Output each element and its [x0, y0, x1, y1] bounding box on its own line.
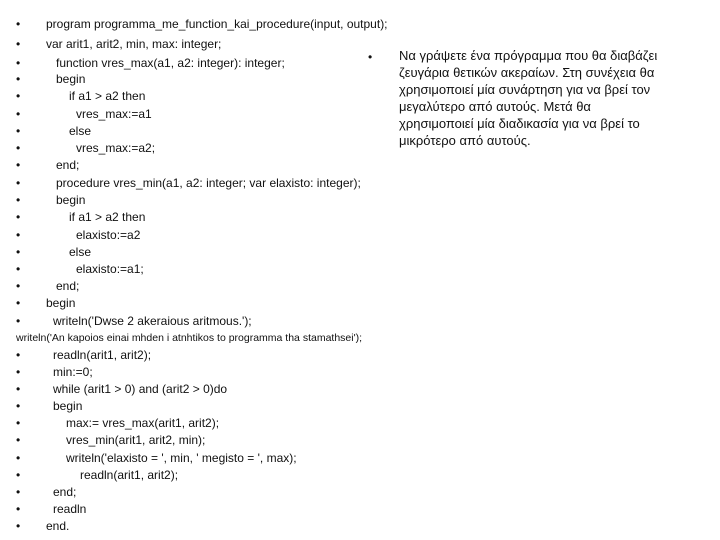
code-text: readln(arit1, arit2);	[80, 468, 179, 482]
bullet: •	[16, 296, 21, 310]
bullet: •	[16, 279, 21, 293]
bullet: •	[16, 245, 21, 259]
bullet: •	[16, 176, 21, 190]
bullet: •	[16, 17, 21, 31]
code-text: begin	[53, 399, 83, 413]
bullet: •	[16, 416, 21, 430]
code-text: function vres_max(a1, a2: integer): integer;	[56, 56, 285, 70]
code-text: var arit1, arit2, min, max: integer;	[46, 37, 222, 51]
code-text: else	[69, 124, 92, 138]
bullet: •	[16, 314, 21, 328]
code-text: while (arit1 > 0) and (arit2 > 0)do	[53, 382, 228, 396]
code-text: writeln('An kapoios einai mhden i atnhtikos to programma tha stamathsei');	[16, 332, 363, 344]
code-text: begin	[46, 296, 76, 310]
code-text: elaxisto:=a2	[76, 228, 141, 242]
bullet: •	[16, 348, 21, 362]
bullet: •	[16, 107, 21, 121]
bullet: •	[16, 72, 21, 86]
bullet: •	[16, 519, 21, 533]
bullet: •	[16, 382, 21, 396]
code-text: end;	[53, 485, 77, 499]
bullet: •	[16, 37, 21, 51]
code-text: writeln('Dwse 2 akeraious aritmous.');	[53, 314, 252, 328]
code-text: end;	[56, 158, 80, 172]
bullet: •	[16, 433, 21, 447]
code-text: end.	[46, 519, 70, 533]
bullet: •	[16, 365, 21, 379]
bullet: •	[16, 89, 21, 103]
code-text: begin	[56, 72, 86, 86]
code-text: end;	[56, 279, 80, 293]
code-text: procedure vres_min(a1, a2: integer; var elaxisto: integer);	[56, 176, 361, 190]
code-text: min:=0;	[53, 365, 93, 379]
code-text: if a1 > a2 then	[69, 89, 146, 103]
bullet: •	[16, 399, 21, 413]
bullet: •	[16, 158, 21, 172]
bullet: •	[368, 50, 373, 64]
code-text: max:= vres_max(arit1, arit2);	[66, 416, 220, 430]
bullet: •	[16, 141, 21, 155]
bullet: •	[16, 210, 21, 224]
code-text: writeln('elaxisto = ', min, ' megisto = ', max);	[66, 451, 297, 465]
code-text: vres_max:=a1	[76, 107, 152, 121]
code-text: vres_max:=a2;	[76, 141, 156, 155]
code-text: vres_min(arit1, arit2, min);	[66, 433, 206, 447]
bullet: •	[16, 124, 21, 138]
code-text: elaxisto:=a1;	[76, 262, 144, 276]
bullet: •	[16, 56, 21, 70]
bullet: •	[16, 502, 21, 516]
code-text: if a1 > a2 then	[69, 210, 146, 224]
bullet: •	[16, 228, 21, 242]
bullet: •	[16, 485, 21, 499]
bullet: •	[16, 468, 21, 482]
bullet: •	[16, 193, 21, 207]
task-description-text: Να γράψετε ένα πρόγραμμα που θα διαβάζει ζευγάρια θετικών ακεραίων. Στη συνέχεια θα χρησιμοποιεί μία συνάρτηση για να βρεί τον μεγαλύτερο από αυτούς. Μετά θα χρησιμοποιεί μία διαδικασία για να βρεί το μικρότερο από αυτούς.	[399, 48, 658, 148]
code-text: readln	[53, 502, 87, 516]
bullet: •	[16, 262, 21, 276]
code-text: else	[69, 245, 92, 259]
bullet: •	[16, 451, 21, 465]
code-text: program programma_me_function_kai_procedure(input, output);	[46, 17, 388, 31]
code-text: begin	[56, 193, 86, 207]
code-text: readln(arit1, arit2);	[53, 348, 152, 362]
